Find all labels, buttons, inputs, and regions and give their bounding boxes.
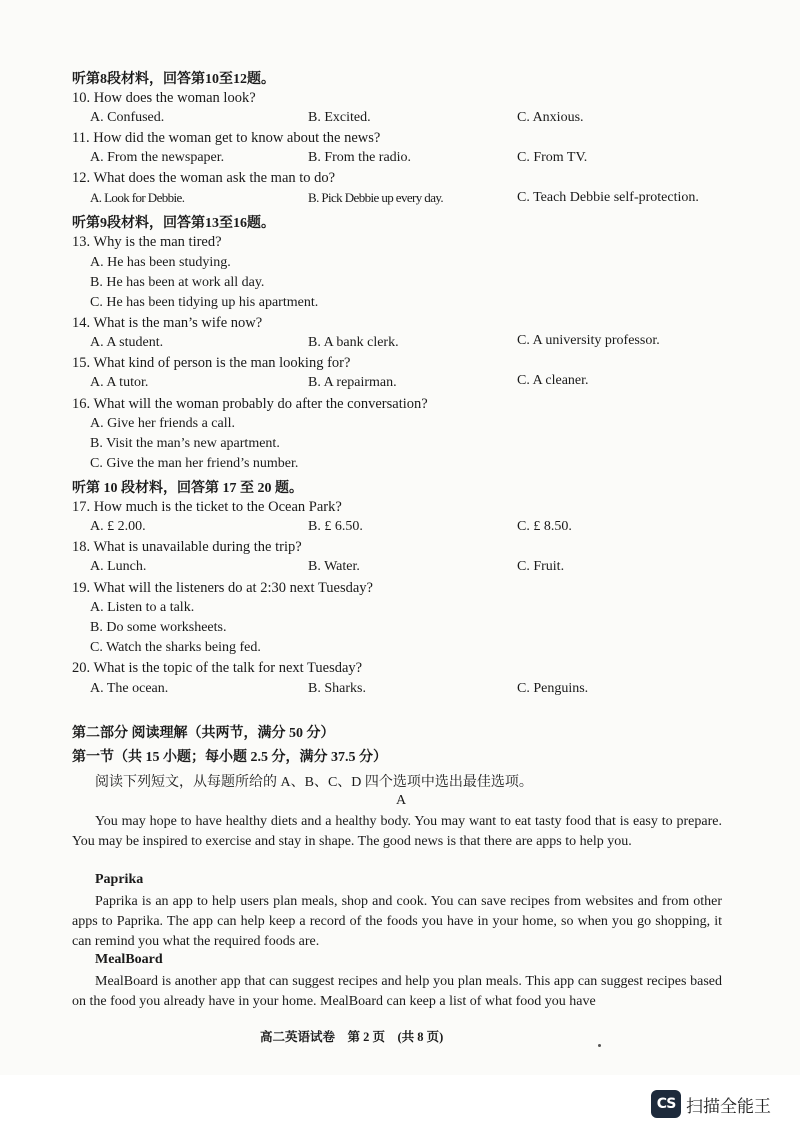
q19-option-c: C. Watch the sharks being fed.	[90, 640, 261, 655]
q20-option-c: C. Penguins.	[517, 681, 589, 696]
part2-title: 第二部分 阅读理解（共两节，满分 50 分）	[72, 726, 335, 741]
q18-option-a: A. Lunch.	[90, 559, 147, 574]
q13-option-b: B. He has been at work all day.	[90, 275, 265, 290]
q11-option-a: A. From the newspaper.	[90, 150, 225, 165]
q10-option-b: B. Excited.	[308, 110, 371, 125]
passage-paragraph-2: Paprika is an app to help users plan meals, shop and cook. You can save recipes from websites and from other apps to Paprika. The app can help keep a record of the foods you have in your home, so when you go shopping, it can remind you what the required foods are.	[72, 894, 722, 949]
q14-option-c: C. A university professor.	[517, 333, 660, 348]
q12-option-a: A. Look for Debbie.	[90, 190, 185, 205]
q12-option-c: C. Teach Debbie self-protection.	[517, 190, 699, 205]
q11-option-c: C. From TV.	[517, 150, 588, 165]
q18-option-c: C. Fruit.	[517, 559, 565, 574]
listening-intro-9: 听第9段材料，回答第13至16题。	[72, 216, 275, 231]
question-10: 10. How does the woman look?	[72, 90, 256, 106]
q17-option-c: C. £ 8.50.	[517, 519, 572, 534]
q12-option-b: B. Pick Debbie up every day.	[308, 190, 444, 205]
reading-instruction: 阅读下列短文，从每题所给的 A、B、C、D 四个选项中选出最佳选项。	[95, 775, 533, 790]
question-16: 16. What will the woman probably do after the conversation?	[72, 396, 428, 412]
question-19: 19. What will the listeners do at 2:30 next Tuesday?	[72, 580, 373, 596]
listening-intro-8: 听第8段材料，回答第10至12题。	[72, 72, 275, 87]
question-20: 20. What is the topic of the talk for next Tuesday?	[72, 660, 363, 676]
q16-option-c: C. Give the man her friend’s number.	[90, 456, 299, 471]
q10-option-c: C. Anxious.	[517, 110, 584, 125]
question-13: 13. Why is the man tired?	[72, 234, 222, 250]
q15-option-a: A. A tutor.	[90, 375, 149, 390]
question-18: 18. What is unavailable during the trip?	[72, 539, 302, 555]
q14-option-b: B. A bank clerk.	[308, 335, 399, 350]
question-17: 17. How much is the ticket to the Ocean Park?	[72, 499, 342, 515]
heading-mealboard: MealBoard	[95, 952, 163, 967]
q13-option-c: C. He has been tidying up his apartment.	[90, 295, 319, 310]
q15-option-b: B. A repairman.	[308, 375, 397, 390]
q16-option-a: A. Give her friends a call.	[90, 416, 235, 431]
page-footer: 高二英语试卷 第 2 页 (共 8 页)	[260, 1030, 444, 1044]
q16-option-b: B. Visit the man’s new apartment.	[90, 436, 280, 451]
camscanner-brand-name: 扫描全能王	[686, 1097, 771, 1117]
q13-option-a: A. He has been studying.	[90, 255, 231, 270]
q14-option-a: A. A student.	[90, 335, 164, 350]
question-15: 15. What kind of person is the man looking for?	[72, 355, 351, 371]
question-14: 14. What is the man’s wife now?	[72, 315, 263, 331]
q19-option-a: A. Listen to a talk.	[90, 600, 195, 615]
q17-option-b: B. £ 6.50.	[308, 519, 363, 534]
q19-option-b: B. Do some worksheets.	[90, 620, 227, 635]
q10-option-a: A. Confused.	[90, 110, 165, 125]
passage-label: A	[396, 793, 407, 808]
q20-option-b: B. Sharks.	[308, 681, 366, 696]
passage-paragraph-1: You may hope to have healthy diets and a healthy body. You may want to eat tasty food that is easy to prepare. You may be inspired to exercise and stay in shape. The good news is that there are apps to help you.	[72, 814, 722, 849]
q20-option-a: A. The ocean.	[90, 681, 169, 696]
part2-section1: 第一节（共 15 小题；每小题 2.5 分，满分 37.5 分）	[72, 750, 387, 765]
q17-option-a: A. £ 2.00.	[90, 519, 146, 534]
q18-option-b: B. Water.	[308, 559, 360, 574]
q11-option-b: B. From the radio.	[308, 150, 412, 165]
question-11: 11. How did the woman get to know about the news?	[72, 130, 381, 146]
q15-option-c: C. A cleaner.	[517, 373, 589, 388]
camscanner-logo-icon: CS	[651, 1090, 681, 1118]
listening-intro-10: 听第 10 段材料，回答第 17 至 20 题。	[72, 481, 303, 496]
question-12: 12. What does the woman ask the man to do?	[72, 170, 336, 186]
passage-paragraph-3: MealBoard is another app that can suggest recipes and help you plan meals. This app can suggest recipes based on the food you already have in your home. MealBoard can keep a list of what food you have	[72, 974, 722, 1009]
scan-speck	[598, 1044, 601, 1047]
heading-paprika: Paprika	[95, 872, 144, 887]
